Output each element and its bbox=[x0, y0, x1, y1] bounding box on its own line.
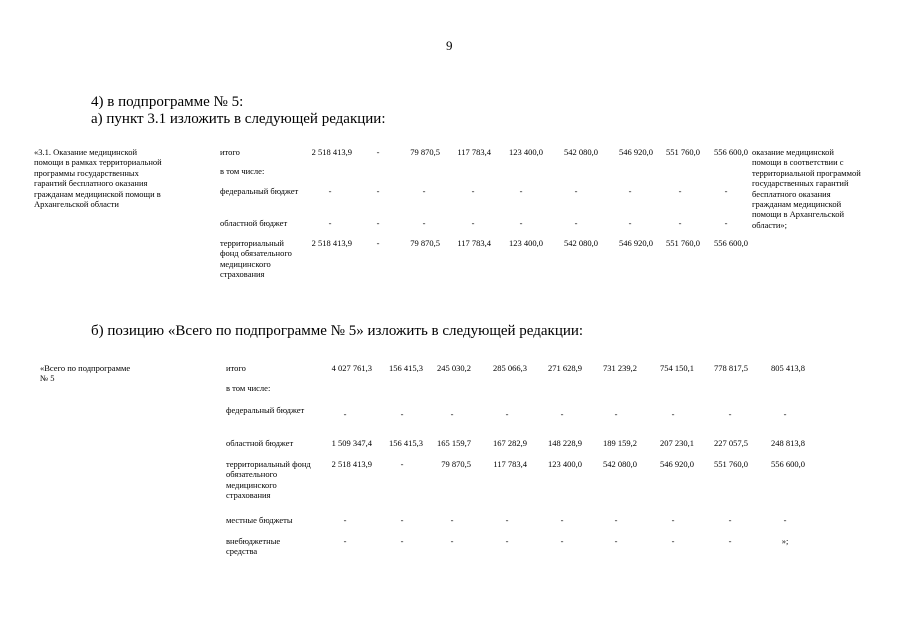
table2-cell: - bbox=[343, 409, 347, 419]
table1-cell: 2 518 413,9 bbox=[311, 238, 352, 248]
table1-row-label: территориальный фонд обязательного медицинского страхования bbox=[220, 238, 292, 280]
table2-cell: - bbox=[400, 459, 404, 469]
table1-cell: - bbox=[328, 218, 332, 228]
table1-cell: - bbox=[628, 218, 632, 228]
table2-cell: - bbox=[671, 536, 675, 546]
table2-cell: 167 282,9 bbox=[493, 438, 527, 448]
table1-cell: - bbox=[724, 186, 728, 196]
table1-cell: - bbox=[376, 238, 380, 248]
table1-cell: 79 870,5 bbox=[410, 147, 440, 157]
table2-cell: - bbox=[450, 515, 454, 525]
table1-cell: - bbox=[376, 147, 380, 157]
table2-cell: 546 920,0 bbox=[660, 459, 694, 469]
table2-cell: 754 150,1 bbox=[660, 363, 694, 373]
table1-cell: 79 870,5 bbox=[410, 238, 440, 248]
table2-cell: - bbox=[505, 515, 509, 525]
table2-cell: 117 783,4 bbox=[493, 459, 527, 469]
table2-cell: 271 628,9 bbox=[548, 363, 582, 373]
table1-cell: 551 760,0 bbox=[666, 238, 700, 248]
table2-cell: - bbox=[400, 515, 404, 525]
table2-cell: 248 813,8 bbox=[771, 438, 805, 448]
table1-cell: 123 400,0 bbox=[509, 147, 543, 157]
page-number: 9 bbox=[446, 38, 453, 53]
table2-cell: - bbox=[560, 536, 564, 546]
table1-cell: 123 400,0 bbox=[509, 238, 543, 248]
table2-cell: - bbox=[614, 536, 618, 546]
table1-cell: 546 920,0 bbox=[619, 147, 653, 157]
table1-cell: - bbox=[628, 186, 632, 196]
table2-cell: - bbox=[560, 515, 564, 525]
table2-cell: 551 760,0 bbox=[714, 459, 748, 469]
table2-cell: 1 509 347,4 bbox=[331, 438, 372, 448]
table2-row-label: итого bbox=[226, 363, 246, 373]
table2-cell: 285 066,3 bbox=[493, 363, 527, 373]
table2-row-label: федеральный бюджет bbox=[226, 405, 305, 415]
table2-cell: 805 413,8 bbox=[771, 363, 805, 373]
table1-cell: - bbox=[724, 218, 728, 228]
table2-cell: 156 415,3 bbox=[389, 363, 423, 373]
table2-cell: 542 080,0 bbox=[603, 459, 637, 469]
table1-row-label: областной бюджет bbox=[220, 218, 288, 228]
table1-cell: - bbox=[471, 218, 475, 228]
table2-cell: 148 228,9 bbox=[548, 438, 582, 448]
table1-cell: 117 783,4 bbox=[457, 147, 491, 157]
table1-cell: - bbox=[471, 186, 475, 196]
table1-note: оказание медицинской помощи в соответствии с территориальной программой государственных гарантий бесплатного оказания гражданам медицинской помощи в Архангельской области»; bbox=[752, 147, 861, 230]
table2-cell: - bbox=[783, 515, 787, 525]
table1-cell: 2 518 413,9 bbox=[311, 147, 352, 157]
table1-cell: 556 600,0 bbox=[714, 238, 748, 248]
table1-cell: 546 920,0 bbox=[619, 238, 653, 248]
table1-cell: - bbox=[376, 218, 380, 228]
table2-cell: - bbox=[343, 536, 347, 546]
table2-row-label: областной бюджет bbox=[226, 438, 294, 448]
table2-cell: »; bbox=[781, 536, 789, 546]
table2-cell: 123 400,0 bbox=[548, 459, 582, 469]
table1-cell: - bbox=[519, 218, 523, 228]
table2-cell: 731 239,2 bbox=[603, 363, 637, 373]
table1-cell: 542 080,0 bbox=[564, 238, 598, 248]
table2-cell: - bbox=[728, 409, 732, 419]
subsection-a-heading: а) пункт 3.1 изложить в следующей редакции: bbox=[91, 111, 386, 127]
table2-cell: 189 159,2 bbox=[603, 438, 637, 448]
table2-cell: - bbox=[671, 409, 675, 419]
table1-cell: 117 783,4 bbox=[457, 238, 491, 248]
table1-row-label: федеральный бюджет bbox=[220, 186, 299, 196]
table2-cell: 245 030,2 bbox=[437, 363, 471, 373]
table2-cell: 165 159,7 bbox=[437, 438, 471, 448]
table1-cell: 551 760,0 bbox=[666, 147, 700, 157]
table1-cell: - bbox=[574, 218, 578, 228]
table2-cell: - bbox=[505, 409, 509, 419]
table2-row-label: в том числе: bbox=[226, 383, 271, 393]
table2-cell: 2 518 413,9 bbox=[331, 459, 372, 469]
table2-cell: - bbox=[400, 409, 404, 419]
table2-cell: - bbox=[450, 409, 454, 419]
table2-cell: - bbox=[614, 515, 618, 525]
subsection-b-heading: б) позицию «Всего по подпрограмме № 5» изложить в следующей редакции: bbox=[91, 323, 584, 339]
table2-cell: - bbox=[400, 536, 404, 546]
table2-cell: 778 817,5 bbox=[714, 363, 748, 373]
table1-cell: - bbox=[678, 186, 682, 196]
table1-cell: - bbox=[574, 186, 578, 196]
table2-cell: - bbox=[671, 515, 675, 525]
table1-item-name: «3.1. Оказание медицинской помощи в рамках территориальной программы государственных гарантий бесплатного оказания гражданам медицинской помощи в Архангельской области bbox=[34, 147, 162, 210]
table2-cell: - bbox=[450, 536, 454, 546]
table2-item-name: «Всего по подпрограмме № 5 bbox=[40, 363, 131, 384]
table1-cell: 542 080,0 bbox=[564, 147, 598, 157]
table2-cell: - bbox=[728, 536, 732, 546]
table2-row-label: территориальный фонд обязательного медицинского страхования bbox=[226, 459, 311, 501]
table1-cell: 556 600,0 bbox=[714, 147, 748, 157]
section-heading: 4) в подпрограмме № 5: bbox=[91, 94, 244, 110]
table2-cell: 207 230,1 bbox=[660, 438, 694, 448]
table1-row-label: итого bbox=[220, 147, 240, 157]
table1-row-label: в том числе: bbox=[220, 166, 265, 176]
table2-row-label: местные бюджеты bbox=[226, 515, 293, 525]
table2-cell: 79 870,5 bbox=[441, 459, 471, 469]
table1-cell: - bbox=[376, 186, 380, 196]
table1-cell: - bbox=[678, 218, 682, 228]
table2-cell: - bbox=[505, 536, 509, 546]
table2-cell: - bbox=[560, 409, 564, 419]
table1-cell: - bbox=[519, 186, 523, 196]
table2-cell: - bbox=[728, 515, 732, 525]
table2-cell: - bbox=[343, 515, 347, 525]
table1-cell: - bbox=[422, 218, 426, 228]
table2-row-label: внебюджетные средства bbox=[226, 536, 281, 557]
table2-cell: - bbox=[614, 409, 618, 419]
table1-cell: - bbox=[328, 186, 332, 196]
table2-cell: 156 415,3 bbox=[389, 438, 423, 448]
table2-cell: 227 057,5 bbox=[714, 438, 748, 448]
table2-cell: - bbox=[783, 409, 787, 419]
table2-cell: 4 027 761,3 bbox=[331, 363, 372, 373]
table2-cell: 556 600,0 bbox=[771, 459, 805, 469]
table1-cell: - bbox=[422, 186, 426, 196]
